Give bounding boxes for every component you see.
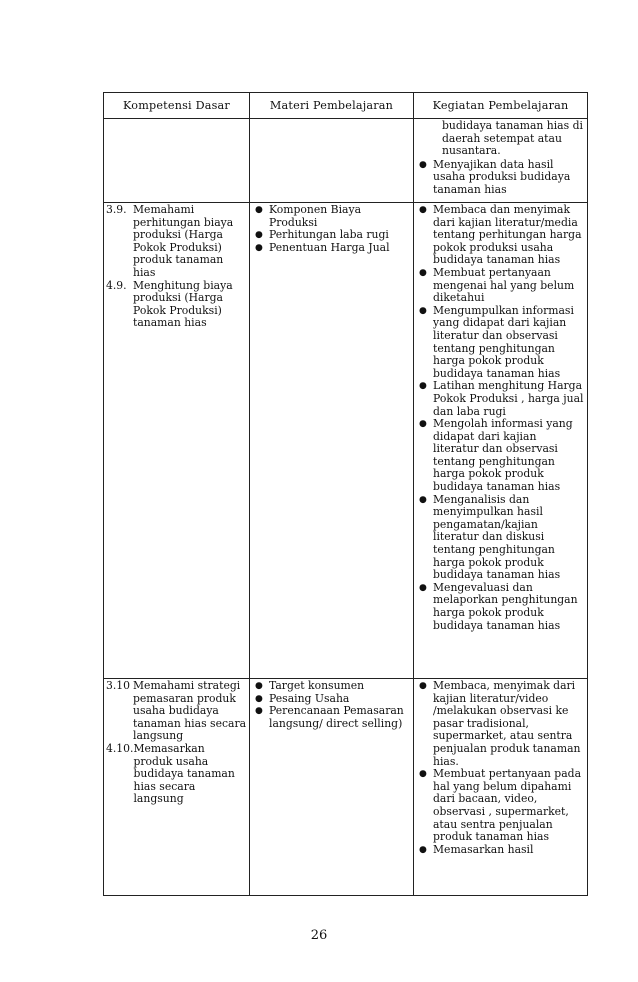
table-row-kd-3-10 [104,679,588,896]
page-number: 26 [310,928,328,943]
list-item: ● Perencanaan Pemasaran langsung/ direct selling) [255,704,404,730]
kd-item: 4.10. Memasarkan produk usaha budidaya tanaman hias secara langsung [106,741,235,806]
list-item: ● Mengolah informasi yang didapat dari kajian literatur dan observasi tentang penghitungan harga pokok produk budidaya tanaman hias [419,417,573,494]
materi-cell-empty [250,119,414,203]
list-item: ● Pesaing Usaha [255,691,350,705]
list-item: ● Membuat pertanyaan mengenai hal yang belum diketahui [419,265,575,305]
header-kegiatan-pembelajaran: Kegiatan Pembelajaran [414,93,588,119]
list-item: ● Mengumpulkan informasi yang didapat dari kajian literatur dan observasi tentang penghitungan harga pokok produk budidaya tanaman hias [419,303,574,380]
kd-item: 3.9. Memahami perhitungan biaya produksi (Harga Pokok Produksi) produk tanaman hias [106,203,234,279]
kd-cell-empty [104,119,250,203]
header-materi-pembelajaran: Materi Pembelajaran [250,93,414,119]
list-item: ● Membuat pertanyaan pada hal yang belum dipahami dari bacaan, video, observasi , supermarket, atau sentra penjualan produk tanaman hias [419,767,582,844]
table-header-row [104,93,588,119]
header-kompetensi-dasar: Kompetensi Dasar [104,93,250,119]
kegiatan-cell [414,679,588,896]
kegiatan-cell [414,119,588,203]
list-item: ● Komponen Biaya Produksi [255,203,362,229]
list-item: ● Target konsumen [255,679,365,692]
kd-cell [104,203,250,679]
list-item: ● Latihan menghitung Harga Pokok Produksi , harga jual dan laba rugi [419,379,584,418]
kd-item: 4.9. Menghitung biaya produksi (Harga Pokok Produksi) tanaman hias [106,278,233,330]
list-item: ● Perhitungan laba rugi [255,228,389,242]
list-item: ● Penentuan Harga Jual [255,240,390,254]
list-item: ● Menyajikan data hasil usaha produksi budidaya tanaman hias [419,157,571,196]
list-item: ● Membaca dan menyimak dari kajian literatur/media tentang perhitungan harga pokok produksi usaha budidaya tanaman hias [419,203,582,267]
list-item: ● Menganalisis dan menyimpulkan hasil pengamatan/kajian literatur dan diskusi tentang penghitungan harga pokok produk budidaya tanaman hias [419,492,561,582]
curriculum-table [103,92,588,896]
materi-cell [250,203,414,679]
table-row-kd-3-9 [104,203,588,679]
materi-cell [250,679,414,896]
kegiatan-cell [414,203,588,679]
table-row-continuation [104,119,588,203]
list-item: ● Memasarkan hasil [419,842,534,856]
kd-item: 3.10 Memahami strategi pemasaran produk usaha budidaya tanaman hias secara langsung [106,679,247,743]
list-item: ● Mengevaluasi dan melaporkan penghitungan harga pokok produk budidaya tanaman hias [419,580,578,632]
kd-cell [104,679,250,896]
list-item: ● Membaca, menyimak dari kajian literatur/video /melakukan observasi ke pasar tradisional, supermarket, atau sentra penjualan produk tanaman hias. [419,679,581,768]
kegiatan-continuation-text: budidaya tanaman hias di daerah setempat atau nusantara. [442,119,583,158]
